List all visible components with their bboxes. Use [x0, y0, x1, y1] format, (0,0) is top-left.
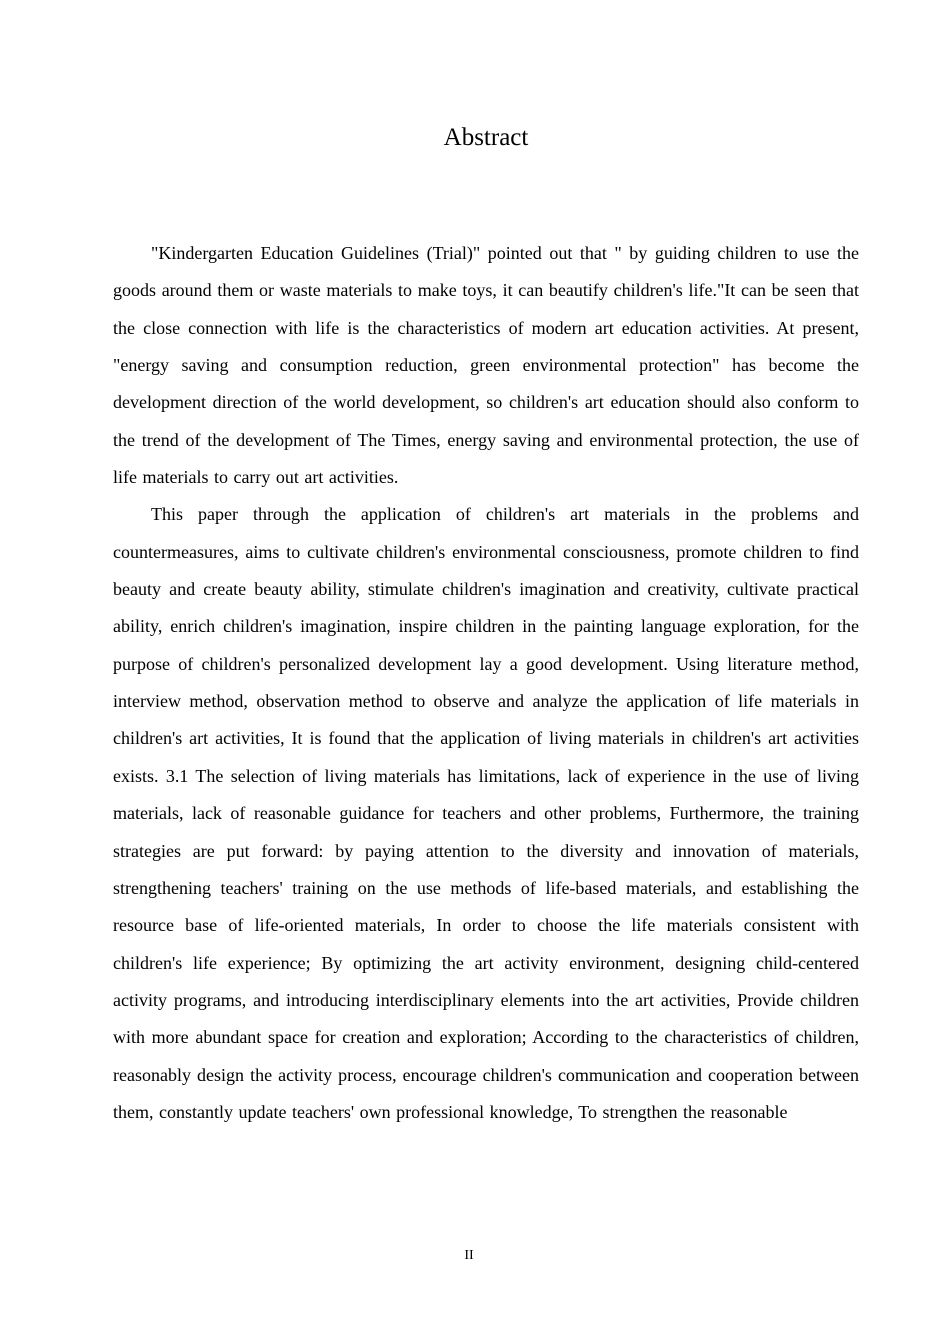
abstract-body [113, 235, 859, 1131]
paragraph-2: This paper through the application of children's art materials in the problems and countermeasures, aims to cultivate children's environmental consciousness, promote children to find beauty and create beauty ability, stimulate children's imagination and creativity, cultivate practical ability, enrich children's imagination, inspire children in the painting language exploration, for the purpose of children's personalized development lay a good development. Using literature method, interview method, observation method to observe and analyze the application of life materials in children's art activities, It is found that the application of living materials in children's art activities exists. 3.1 The selection of living materials has limitations, lack of experience in the use of living materials, lack of reasonable guidance for teachers and other problems, Furthermore, the training strategies are put forward: by paying attention to the diversity and innovation of materials, strengthening teachers' training on the use methods of life-based materials, and establishing the resource base of life-oriented materials, In order to choose the life materials consistent with children's life experience; By optimizing the art activity environment, designing child-centered activity programs, and introducing interdisciplinary elements into the art activities, Provide children with more abundant space for creation and exploration; According to the characteristics of children, reasonably design the activity process, encourage children's communication and cooperation between them, constantly update teachers' own professional knowledge, To strengthen the reasonable [113, 504, 859, 1122]
page-title: Abstract [443, 124, 529, 151]
page-number: II [464, 1248, 474, 1263]
paragraph-1: "Kindergarten Education Guidelines (Trial)" pointed out that " by guiding children to use the goods around them or waste materials to make toys, it can beautify children's life."It can be seen that the close connection with life is the characteristics of modern art education activities. At present, "energy saving and consumption reduction, green environmental protection" has become the development direction of the world development, so children's art education should also conform to the trend of the development of The Times, energy saving and environmental protection, the use of life materials to carry out art activities. [113, 243, 859, 488]
